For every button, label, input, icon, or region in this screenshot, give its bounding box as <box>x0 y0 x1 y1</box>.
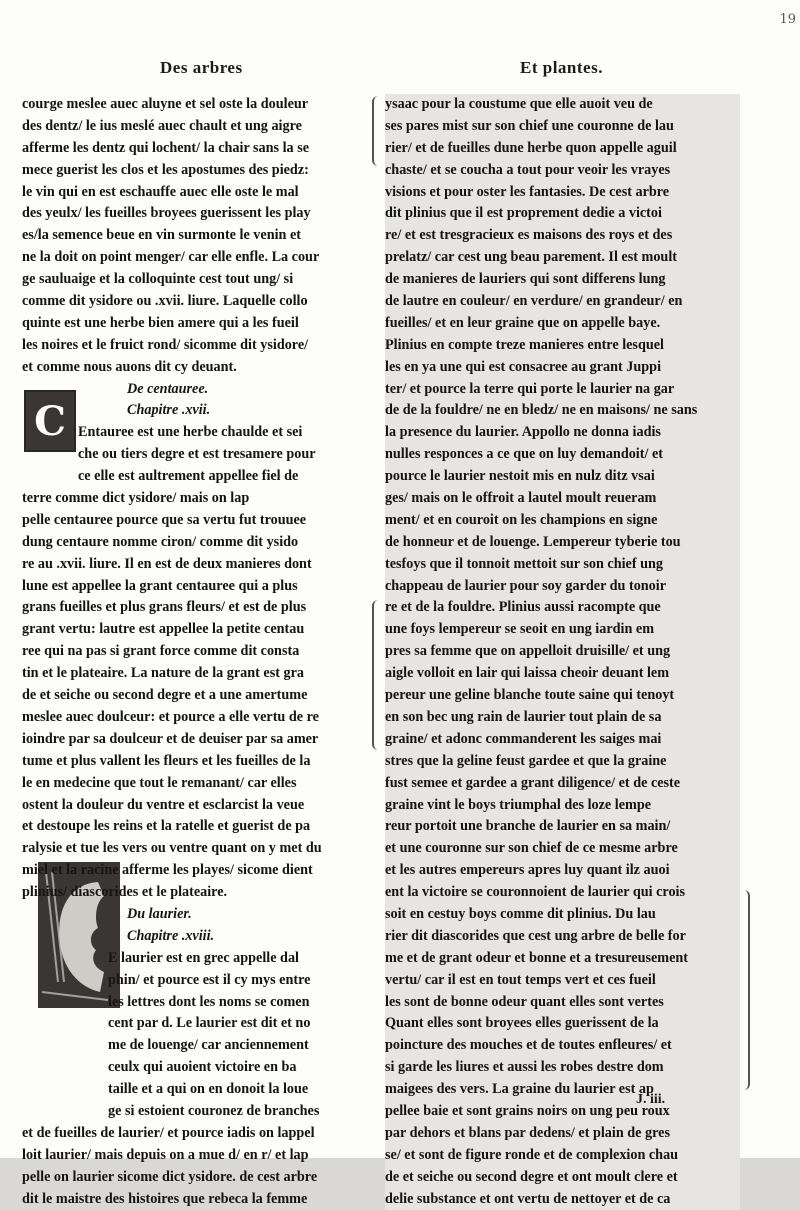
text-line: et une couronne sur son chief de ce mesme arbre <box>385 840 678 857</box>
text-line: ostent la douleur du ventre et esclarcist la veue <box>22 796 305 813</box>
text-line: si garde les liures et aussi les robes destre dom <box>385 1059 664 1076</box>
signature-mark: J. iii. <box>636 1092 666 1107</box>
text-line: dung centaure nomme ciron/ comme dit ysido <box>22 533 299 550</box>
text-line: pres sa femme que on appelloit druisille/ et ung <box>385 643 671 660</box>
text-line: ment/ et en couroit on les champions en signe <box>385 511 658 528</box>
text-line: les sont de bonne odeur quant elles sont vertes <box>385 993 664 1010</box>
text-line: ge sauluaige et la colloquinte cest tout ung/ si <box>22 271 294 288</box>
text-line: fueilles/ et en leur graine que on appelle baye. <box>385 314 661 331</box>
text-line: tesfoys que il tonnoit mettoit sur son chief ung <box>385 555 663 572</box>
text-line: tume et plus vallent les fleurs et les fueilles de la <box>22 752 311 769</box>
text-line: Du laurier. <box>127 905 192 922</box>
left-column <box>22 94 367 1210</box>
text-line: re au .xvii. liure. Il en est de deux manieres dont <box>22 555 312 572</box>
text-line: en son bec ung rain de laurier tout plain de sa <box>385 708 662 725</box>
drop-initial-c: C <box>24 390 76 452</box>
text-line: et comme nous auons dit cy deuant. <box>22 358 237 375</box>
text-line: poincture des mouches et de toutes enfleures/ et <box>385 1037 672 1054</box>
text-line: terre comme dict ysidore/ mais on lap <box>22 490 250 507</box>
text-line: les en ya une qui est consacree au grant Juppi <box>385 358 662 375</box>
margin-bracket-middle <box>372 600 384 750</box>
text-line: de de la fouldre/ ne en bledz/ ne en maisons/ ne sans <box>385 402 698 419</box>
text-line: plinius/ diascorides et le plateaire. <box>22 884 228 901</box>
running-head-left: Des arbres <box>160 58 243 77</box>
text-line: phin/ et pource est il cy mys entre <box>108 971 311 988</box>
text-line: pereur une geline blanche toute saine qui tenoyt <box>385 687 675 704</box>
folio-number: 19 <box>779 12 796 27</box>
text-line: des yeulx/ les fueilles broyees guerissent les play <box>22 205 311 222</box>
text-line: ysaac pour la coustume que elle auoit veu de <box>385 96 653 112</box>
text-line: vertu/ car il est en tout temps vert et ces fueil <box>385 971 656 988</box>
text-line: chaste/ et se coucha a tout pour veoir les vrayes <box>385 161 671 178</box>
text-line: lune est appellee la grant centauree qui a plus <box>22 577 298 594</box>
text-line: visions et pour oster les fantasies. De cest arbre <box>385 183 670 200</box>
text-line: ne la doit on point menger/ car elle enfle. La cour <box>22 249 320 266</box>
text-line: des dentz/ le ius meslé auec chault et ung aigre <box>22 117 302 134</box>
running-head-right: Et plantes. <box>520 58 603 77</box>
text-line: Chapitre .xviii. <box>127 927 215 944</box>
text-line: miel et la racine afferme les playes/ sicome dient <box>22 862 313 879</box>
text-line: pellee baie et sont grains noirs on ung peu roux <box>385 1102 670 1119</box>
text-line: me et de grant odeur et bonne et a tresureusement <box>385 949 689 966</box>
text-line: ree qui na pas si grant force comme dit consta <box>22 643 300 660</box>
text-line: taille et a qui on en donoit la loue <box>108 1081 309 1098</box>
text-line: ge si estoient couronez de branches <box>108 1102 320 1119</box>
text-line: et de fueilles de laurier/ et pource iadis on lappel <box>22 1124 315 1141</box>
text-line: ioindre par sa doulceur et de deuiser par sa amer <box>22 730 319 747</box>
text-line: reur portoit une branche de laurier en sa main/ <box>385 818 671 835</box>
text-line: ses pares mist sur son chief une couronne de lau <box>385 117 674 134</box>
text-line: dit le maistre des histoires que rebeca la femme <box>22 1190 308 1207</box>
text-line: courge meslee auec aluyne et sel oste la douleur <box>22 96 309 112</box>
text-line: loit laurier/ mais depuis on a mue d/ en r/ et lap <box>22 1146 309 1163</box>
text-line: ceulx qui auoient victoire en ba <box>108 1059 297 1076</box>
text-line: soit en cestuy boys comme dit plinius. Du lau <box>385 905 656 922</box>
text-line: la presence du laurier. Appollo ne donna iadis <box>385 424 661 441</box>
text-line: re/ et est tresgracieux es maisons des roys et des <box>385 227 673 244</box>
text-line: De centauree. <box>127 380 209 397</box>
text-line: pelle on laurier sicome dict ysidore. de cest arbre <box>22 1168 318 1185</box>
text-line: nulles responces a ce que on luy demandoit/ et <box>385 446 663 463</box>
text-line: se/ et sont de figure ronde et de complexion chau <box>385 1146 679 1163</box>
text-line: prelatz/ car cest ung beau parement. Il est moult <box>385 249 677 266</box>
text-line: rier dit diascorides que cest ung arbre de belle for <box>385 927 686 944</box>
text-line: ter/ et pource la terre qui porte le laurier na gar <box>385 380 675 397</box>
text-line: mece guerist les clos et les apostumes des piedz: <box>22 161 309 178</box>
text-line: maigees des vers. La graine du laurier est ap <box>385 1081 654 1098</box>
text-line: de et seiche ou second degre et a une amertume <box>22 687 308 704</box>
text-line: fust semee et gardee a grant diligence/ et de ceste <box>385 774 681 791</box>
text-line: et les autres empereurs apres luy quant ilz auoi <box>385 862 670 879</box>
text-line: rier/ et de fueilles dune herbe quon appelle aguil <box>385 139 677 156</box>
text-line: che ou tiers degre et est tresamere pour <box>78 446 316 463</box>
text-line: meslee auec doulceur: et pource a elle vertu de re <box>22 708 319 725</box>
text-line: Chapitre .xvii. <box>127 402 211 419</box>
text-line: E laurier est en grec appelle dal <box>108 949 299 966</box>
text-line: delie substance et ont vertu de nettoyer et de ca <box>385 1190 671 1207</box>
margin-bracket-top <box>372 96 384 166</box>
text-line: par dehors et blans par dedens/ et plain de gres <box>385 1124 670 1141</box>
text-line: le vin qui en est eschauffe auec elle oste le mal <box>22 183 299 200</box>
text-line: graine/ et adonc commanderent les saiges mai <box>385 730 662 747</box>
text-line: chappeau de laurier pour soy garder du tonoir <box>385 577 667 594</box>
text-line: de manieres de lauriers qui sont differens lung <box>385 271 666 288</box>
text-line: Entauree est une herbe chaulde et sei <box>78 424 303 441</box>
text-line: ent la victoire se couronnoient de laurier qui crois <box>385 884 686 901</box>
text-line: de et seiche ou second degre et ont moult clere et <box>385 1168 678 1185</box>
text-line: pelle centauree pource que sa vertu fut trouuee <box>22 511 307 528</box>
text-line: les lettres dont les noms se comen <box>108 993 310 1010</box>
text-line: afferme les dentz qui lochent/ la chair sans la se <box>22 139 310 156</box>
text-line: une foys lempereur se seoit en ung iardin em <box>385 621 655 638</box>
text-line: graine vint le boys triumphal des loze lempe <box>385 796 652 813</box>
text-line: stres que la geline feust gardee et que la graine <box>385 752 667 769</box>
text-line: pource le laurier nestoit mis en nulz ditz vsai <box>385 468 655 485</box>
text-line: ce elle est aultrement appellee fiel de <box>78 468 299 485</box>
text-line: les noires et le fruict rond/ sicomme dit ysidore/ <box>22 336 309 353</box>
text-line: Plinius en compte treze manieres entre lesquel <box>385 336 664 353</box>
text-line: me de louenge/ car anciennement <box>108 1037 309 1054</box>
text-line: quinte est une herbe bien amere qui a les fueil <box>22 314 299 331</box>
text-line: grant vertu: lautre est appellee la petite centau <box>22 621 305 638</box>
text-line: ges/ mais on le offroit a lautel moult reueram <box>385 490 657 507</box>
text-line: de honneur et de louenge. Lempereur tyberie tou <box>385 533 681 550</box>
right-column <box>385 94 740 1210</box>
text-line: cent par d. Le laurier est dit et no <box>108 1015 311 1032</box>
text-line: tin et le plateaire. La nature de la grant est gra <box>22 665 304 682</box>
text-line: re et de la fouldre. Plinius aussi racompte que <box>385 599 661 616</box>
text-line: de lautre en couleur/ en verdure/ en grandeur/ en <box>385 293 683 310</box>
text-line: aigle volloit en lair qui laissa cheoir deuant lem <box>385 665 670 682</box>
text-line: grans fueilles et plus grans fleurs/ et est de plus <box>22 599 307 616</box>
text-line: le en medecine que tout le remanant/ car elles <box>22 774 297 791</box>
text-line: es/la semence beue en vin surmonte le venin et <box>22 227 301 244</box>
text-line: dit plinius que il est proprement dedie a victoi <box>385 205 662 222</box>
text-line: Quant elles sont broyees elles guerissent de la <box>385 1015 659 1032</box>
text-line: comme dit ysidore ou .xvii. liure. Laquelle collo <box>22 293 308 310</box>
text-line: ralysie et tue les vers ou ventre quant on y met du <box>22 840 322 857</box>
text-line: et destoupe les reins et la ratelle et guerist de pa <box>22 818 311 835</box>
